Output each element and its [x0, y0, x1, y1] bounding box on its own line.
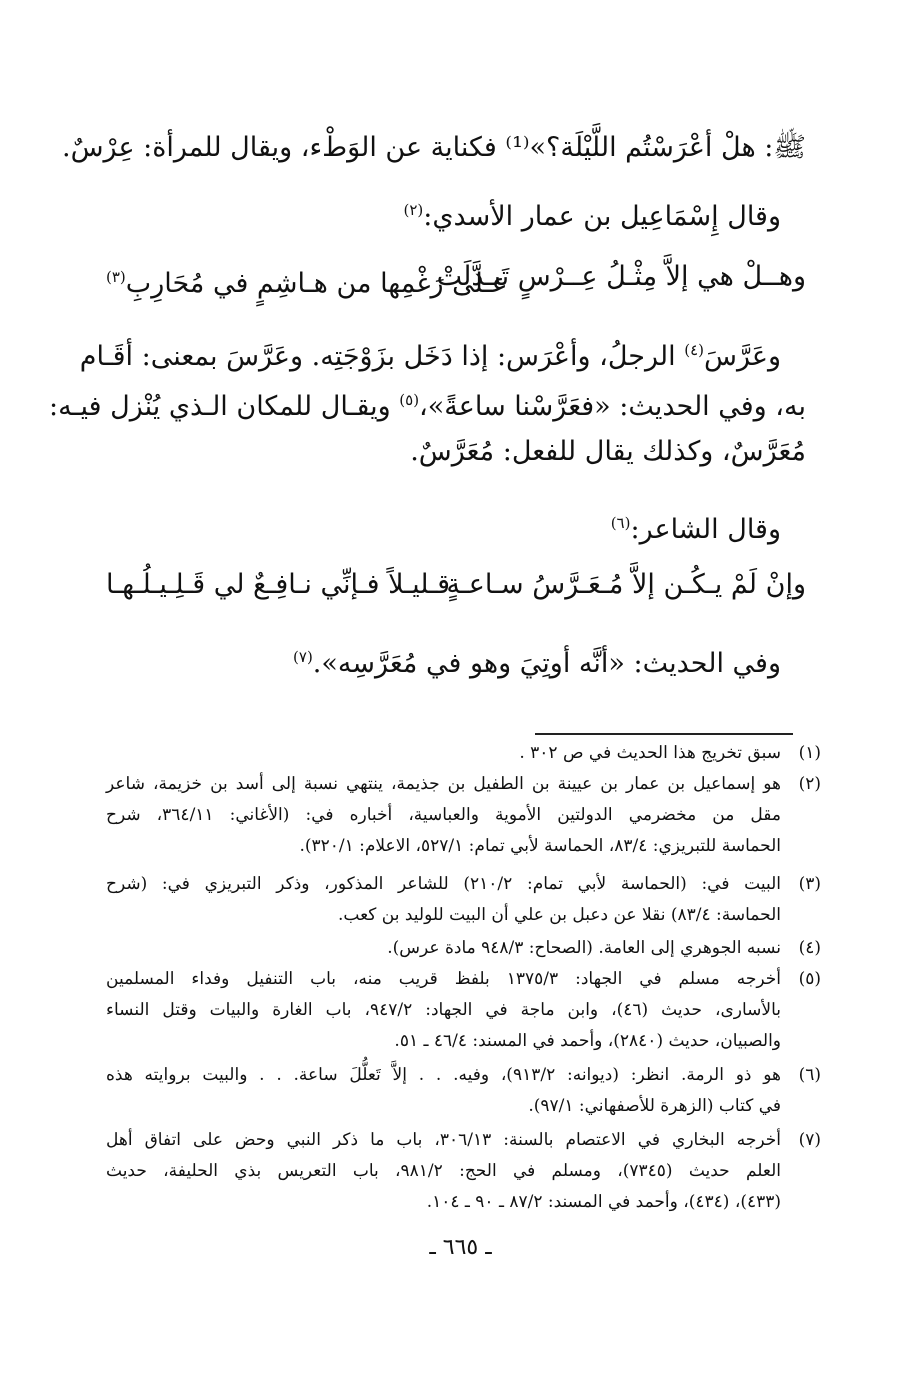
footnote-2-line-2: مقل من مخضرمي الدولتين الأموية والعباسية، أخباره في: (الأغاني: ٣٦٤/١١، شرح [106, 805, 781, 825]
verse-1-second-hemistich-wrap [106, 255, 508, 306]
footnote-5-line-1: أخرجه مسلم في الجهاد: ١٣٧٥/٣ بلفظ قريب منه، باب التنفيل وفداء المسلمين [106, 969, 781, 989]
footnote-7 [106, 1125, 821, 1218]
body-line-2-text: وقال إِسْمَاعِيل بن عمار الأسدي: [423, 201, 781, 232]
para2-line-2-part-a: به، وفي الحديث: «فعَرَّسْنا ساعةً»، [419, 391, 806, 422]
footnote-6-line-1: هو ذو الرمة. انظر: (ديوانه: ٩١٣/٢)، وفيه. . . إلاَّ تَعلُّلَ ساعة. . . والبيت بروايته هذه [106, 1065, 781, 1085]
verse-1-second-hemistich: عـلى رَغْمِها من هـاشِمٍ في مُحَارِبِ [125, 268, 508, 299]
hadith-text: وفي الحديث: «أنَّه أوتِيَ وهو في مُعَرَّسِه». [312, 648, 781, 679]
footnote-ref-6[interactable]: (٦) [610, 514, 631, 532]
para2-line-3-text: مُعَرَّسٌ، وكذلك يقال للفعل: مُعَرَّسٌ. [410, 436, 806, 467]
footnote-6-number: (٦) [798, 1065, 821, 1085]
poet-intro-text: وقال الشاعر: [630, 514, 781, 545]
footnote-5-number: (٥) [798, 969, 821, 989]
verse-1 [106, 255, 806, 299]
body-line-1 [62, 128, 806, 168]
footnote-ref-5[interactable]: (٥) [399, 391, 420, 409]
footnote-3-number: (٣) [798, 874, 821, 894]
para2-line-2-part-b: ويقـال للمكان الـذي يُنْزل فيـه: [48, 391, 391, 422]
para2-line-1-part-a: وعَرَّسَ [703, 341, 781, 372]
footnote-3 [106, 869, 821, 931]
body-hadith-line [126, 637, 781, 684]
footnote-ref-7[interactable]: (٧) [293, 648, 313, 666]
footnote-1-number: (١) [798, 743, 821, 763]
footnote-2-number: (٢) [798, 774, 821, 794]
footnote-6-line-2: في كتاب (الزهرة للأصفهاني: ٩٧/١). [528, 1096, 781, 1116]
footnote-5-line-3: والصبيان، حديث (٢٨٤٠)، وأحمد في المسند: ٤٦/٤ ـ ٥١. [394, 1031, 781, 1051]
footnote-7-line-1: أخرجه البخاري في الاعتصام بالسنة: ٣٠٦/١٣، باب ما ذكر النبي وحض على اتفاق أهل [106, 1130, 781, 1150]
verse-2-first-hemistich: وإنْ لَمْ يـكُـن إلاَّ مُـعَـرَّسُ سـاعـةٍ [446, 569, 806, 600]
footnote-4-line-1: نسبه الجوهري إلى العامة. (الصحاح: ٩٤٨/٣ مادة عرس). [387, 938, 781, 958]
page-number: ـ ٦٦٥ ـ [429, 1235, 492, 1260]
footnote-ref-4[interactable]: (٤) [684, 341, 704, 359]
body-para2-line-2 [48, 380, 806, 427]
footnote-1 [106, 738, 821, 769]
footnote-5-line-2: بالأسارى، حديث (٤٦)، وابن ماجة في الجهاد: ٩٤٧/٢، باب الغارة والبيات وقتل النساء [106, 1000, 781, 1020]
footnote-4 [106, 933, 821, 964]
footnote-3-line-2: الحماسة: ٨٣/٤) نقلا عن دعبل بن علي أن البيت للوليد بن كعب. [337, 905, 781, 925]
footnote-6 [106, 1060, 821, 1122]
footnote-1-line-1: سبق تخريج هذا الحديث في ص ٣٠٢ . [519, 743, 781, 763]
verse-1-first-hemistich: وهــلْ هي إلاَّ مِثْـلُ عِــرْسٍ تَبـدَّلَتْ [436, 261, 806, 292]
footnote-3-line-1: البيت في: (الحماسة لأبي تمام: ٢١٠/٢) للشاعر المذكور، وذكر التبريزي في: (شرح [106, 874, 781, 894]
footnote-ref-3[interactable]: (٣) [106, 268, 126, 286]
body-para2-line-1 [79, 330, 781, 377]
footnote-2-line-3: الحماسة للتبريزي: ٨٣/٤، الحماسة لأبي تمام: ٥٢٧/١، الاعلام: ٣٢٠/١). [299, 836, 781, 856]
footnote-separator [535, 733, 793, 735]
body-line-1-text: ﷺ: هلْ أعْرَسْتُم اللَّيْلَة؟»⁽¹⁾ فكناية عن الوَطْء، ويقال للمرأة: عِرْسٌ. [62, 132, 806, 163]
footnote-7-line-3: (٤٣٣)، (٤٣٤)، وأحمد في المسند: ٨٧/٢ ـ ٩٠ ـ ١٠٤. [426, 1192, 781, 1212]
body-para2-line-3 [126, 432, 806, 472]
para2-line-1-part-b: الرجلُ، وأعْرَس: إذا دَخَل بزَوْجَتِه. وعَرَّسَ بمعنى: أقَـام [79, 341, 676, 372]
body-line-2 [126, 190, 781, 237]
footnote-7-line-2: العلم حديث (٧٣٤٥)، ومسلم في الحج: ٩٨١/٢، باب التعريس بذي الحليفة، حديث [106, 1161, 782, 1181]
footnote-ref-2[interactable]: (٢) [403, 201, 424, 219]
verse-2 [106, 563, 806, 607]
footnote-2-line-1: هو إسماعيل بن عمار بن عيينة بن الطفيل بن جذيمة، ينتهي نسبة إلى أسد بن خزيمة، شاعر [106, 774, 781, 794]
footnote-4-number: (٤) [798, 938, 821, 958]
footnote-2 [106, 769, 821, 862]
body-poet-intro [126, 503, 781, 550]
footnote-5 [106, 964, 821, 1057]
footnote-7-number: (٧) [798, 1130, 821, 1150]
verse-2-second-hemistich: قـليـلاً فـإنِّي نـافِـعٌ لي قَـلِـيـلُـهـا [106, 569, 451, 600]
